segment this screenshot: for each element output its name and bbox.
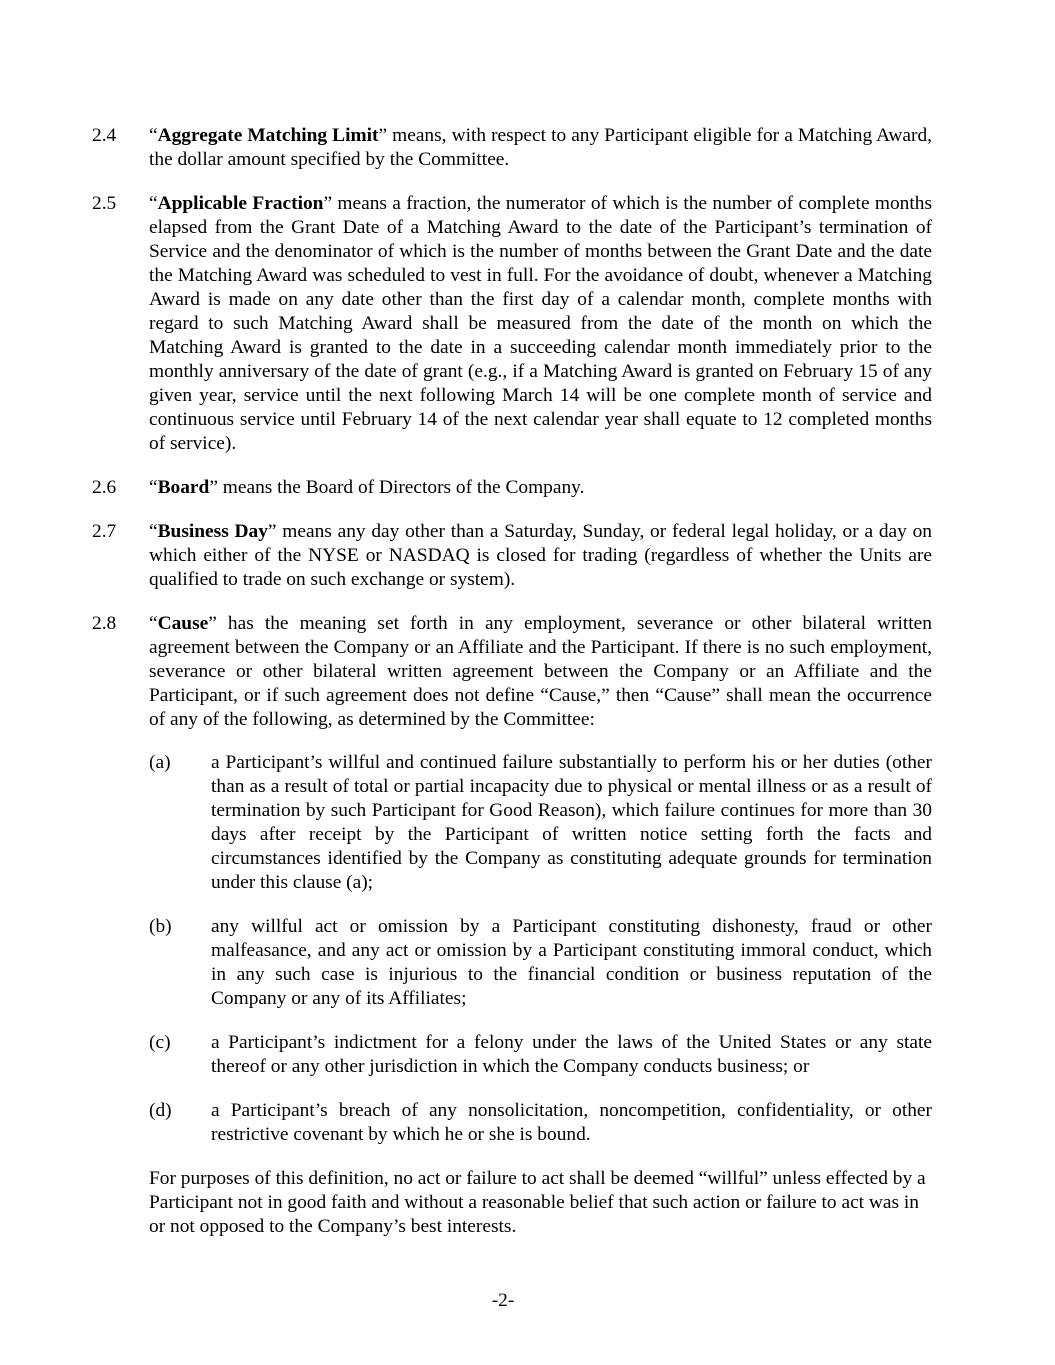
section-text: “Aggregate Matching Limit” means, with respect to any Participant eligible for a Matching Award, the dollar amount specified by the Committee. [149, 125, 932, 170]
defined-term: Board [157, 477, 210, 498]
clause-label: (d) [149, 1100, 172, 1121]
clause-text: any willful act or omission by a Participant constituting dishonesty, fraud or other malfeasance, and any act or omission by a Participant constituting immoral conduct, which in any such case is injurious to the financial condition or business reputation of the Company or any of its Affiliates; [211, 916, 932, 1009]
section-number: 2.8 [92, 613, 117, 634]
willful-definition-paragraph: For purposes of this definition, no act or failure to act shall be deemed “willful” unless effected by a Participant not in good faith and without a reasonable belief that such action or failure to act was in or not opposed to the Company’s best interests. [149, 1168, 926, 1237]
page-number: -2- [491, 1290, 515, 1311]
section-2-8 [92, 612, 932, 732]
section-text: “Business Day” means any day other than a Saturday, Sunday, or federal legal holiday, or a day on which either of the NYSE or NASDAQ is closed for trading (regardless of whether the Units are qualified to trade on such exchange or system). [149, 521, 932, 590]
clause-text: a Participant’s indictment for a felony under the laws of the United States or any state thereof or any other jurisdiction in which the Company conducts business; or [211, 1032, 932, 1077]
section-text: “Board” means the Board of Directors of the Company. [149, 477, 585, 498]
section-2-4 [92, 124, 932, 172]
section-number: 2.7 [92, 521, 117, 542]
defined-term: Applicable Fraction [157, 193, 324, 214]
section-number: 2.4 [92, 125, 117, 146]
clause-c [149, 1031, 932, 1079]
defined-term: Cause [157, 613, 209, 634]
clause-b [149, 915, 932, 1011]
section-2-5 [92, 192, 932, 456]
defined-term: Business Day [157, 521, 268, 542]
clause-text: a Participant’s willful and continued failure substantially to perform his or her duties (other than as a result of total or partial incapacity due to physical or mental illness or as a result of termination by such Participant for Good Reason), which failure continues for more than 30 days after receipt by the Participant of written notice setting forth the facts and circumstances identified by the Company as constituting adequate grounds for termination under this clause (a); [211, 752, 932, 893]
clause-text: a Participant’s breach of any nonsolicitation, noncompetition, confidentiality, or other restrictive covenant by which he or she is bound. [211, 1100, 932, 1145]
section-text: “Cause” has the meaning set forth in any employment, severance or other bilateral written agreement between the Company or an Affiliate and the Participant. If there is no such employment, severance or other bilateral written agreement between the Company or an Affiliate and the Participant, or if such agreement does not define “Cause,” then “Cause” shall mean the occurrence of any of the following, as determined by the Committee: [149, 613, 932, 730]
defined-term: Aggregate Matching Limit [157, 125, 379, 146]
section-2-7 [92, 520, 932, 592]
section-2-6 [92, 476, 932, 500]
clause-d [149, 1099, 932, 1147]
clause-label: (a) [149, 752, 171, 773]
clause-a [149, 751, 932, 895]
section-number: 2.5 [92, 193, 117, 214]
section-text: “Applicable Fraction” means a fraction, the numerator of which is the number of complete months elapsed from the Grant Date of a Matching Award to the date of the Participant’s termination of Service and the denominator of which is the number of months between the Grant Date and the date the Matching Award was scheduled to vest in full. For the avoidance of doubt, whenever a Matching Award is made on any date other than the first day of a calendar month, complete months with regard to such Matching Award shall be measured from the date of the month on which the Matching Award is granted to the date in a succeeding calendar month immediately prior to the monthly anniversary of the date of grant (e.g., if a Matching Award is granted on February 15 of any given year, service until the next following March 14 will be one complete month of service and continuous service until February 14 of the next calendar year shall equate to 12 completed months of service). [149, 193, 932, 454]
section-number: 2.6 [92, 477, 117, 498]
clause-label: (b) [149, 916, 172, 937]
clause-label: (c) [149, 1032, 171, 1053]
